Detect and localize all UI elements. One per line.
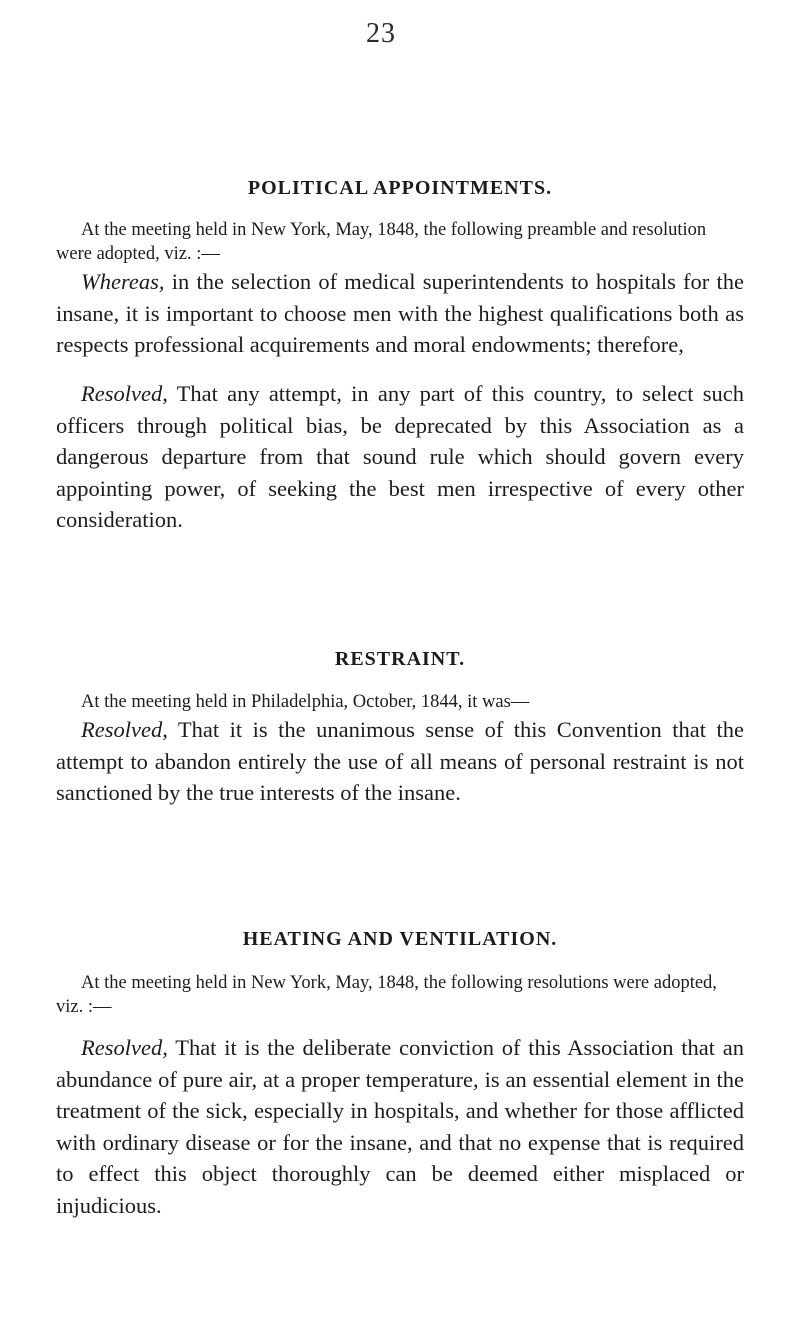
whereas-label: Whereas, <box>81 269 165 294</box>
resolution-paragraph <box>56 378 744 536</box>
section-heading: RESTRAINT. <box>334 648 466 670</box>
resolved-label: Resolved, <box>81 381 168 406</box>
resolved-label: Resolved, <box>81 717 168 742</box>
page-number: 23 <box>366 18 396 49</box>
resolution-paragraph <box>56 1032 744 1221</box>
section-heading: POLITICAL APPOINTMENTS. <box>247 177 553 199</box>
whereas-text: in the selection of medical superintendents to hospitals for the insane, it is important to choose men with the highest qualifications both as respects professional acquirements and moral endowments; therefore, <box>56 269 744 357</box>
resolved-label: Resolved, <box>81 1035 168 1060</box>
resolution-paragraph <box>56 714 744 809</box>
resolution-text: That it is the deliberate conviction of this Association that an abundance of pure air, at a proper temperature, is an essential element in the treatment of the sick, especially in hospitals, and whether for those afflicted with ordinary disease or for the insane, and that no expense that is required to effect this object thoroughly can be deemed either misplaced or injudicious. <box>56 1035 744 1218</box>
section-heading: HEATING AND VENTILATION. <box>242 928 558 950</box>
resolution-text: That any attempt, in any part of this country, to select such officers through political bias, be deprecated by this Association as a dangerous departure from that sound rule which should govern every appointing power, of seeking the best men irrespective of every other consideration. <box>56 381 744 532</box>
whereas-paragraph <box>56 266 744 361</box>
section-intro: At the meeting held in New York, May, 1848, the following preamble and resolution were adopted, viz. :— <box>56 220 707 264</box>
resolution-text: That it is the unanimous sense of this Convention that the attempt to abandon entirely the use of all means of personal restraint is not sanctioned by the true interests of the insane. <box>56 717 744 805</box>
section-intro: At the meeting held in New York, May, 1848, the following resolutions were adopted, viz. :— <box>56 973 717 1017</box>
section-intro: At the meeting held in Philadelphia, October, 1844, it was— <box>81 692 530 712</box>
